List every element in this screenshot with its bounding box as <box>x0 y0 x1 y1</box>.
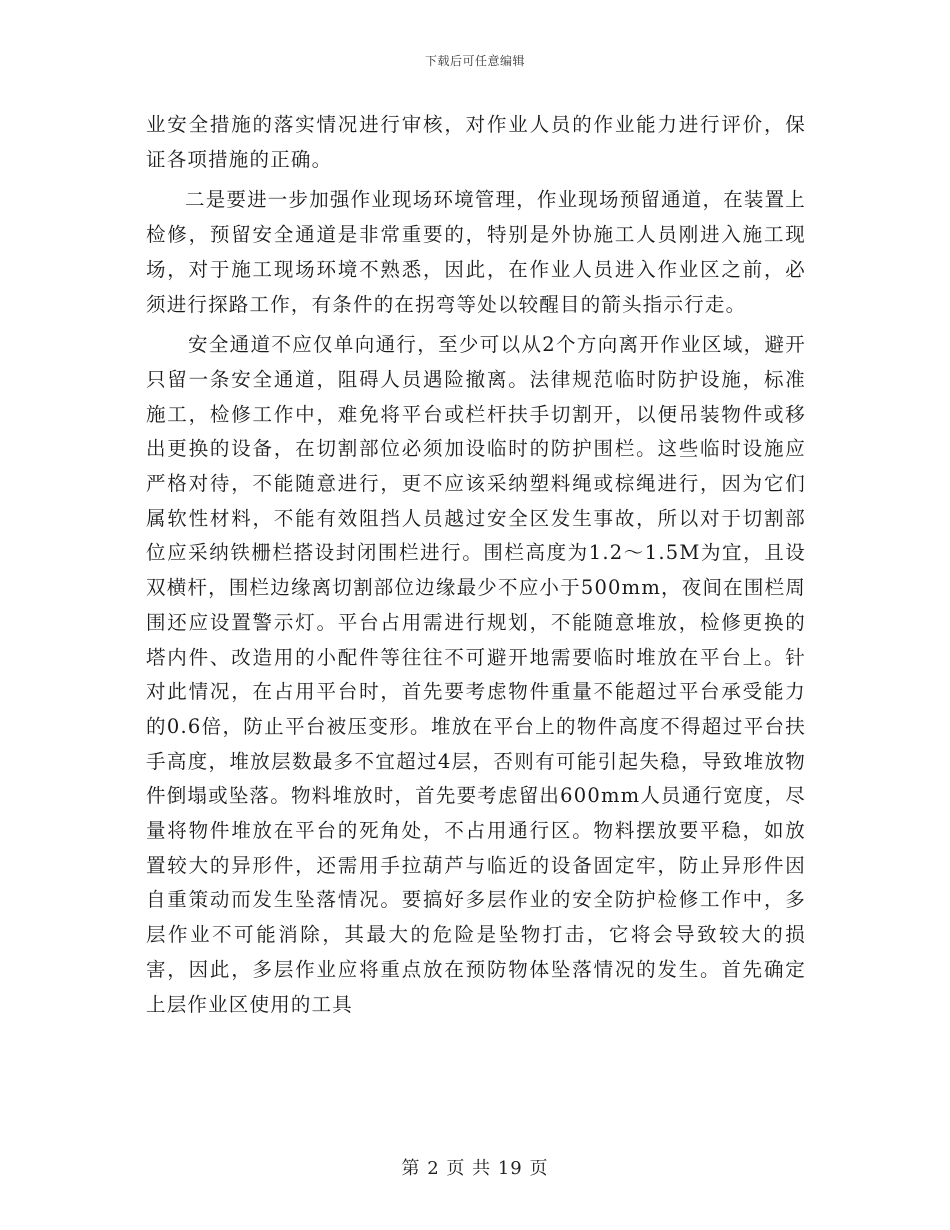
paragraph-2: 二是要进一步加强作业现场环境管理，作业现场预留通道，在装置上检修，预留安全通道是非常重要的，特别是外协施工人员刚进入施工现场，对于施工现场环境不熟悉，因此，在作业人员进入作业区之前，必须进行探路工作，有条件的在拐弯等处以较醒目的箭头指示行走。 <box>146 188 807 316</box>
paragraph-3: 安全通道不应仅单向通行，至少可以从2个方向离开作业区域，避开只留一条安全通道，阻碍人员遇险撤离。法律规范临时防护设施，标准施工，检修工作中，难免将平台或栏杆扶手切割开，以便吊装物件或移出更换的设备，在切割部位必须加设临时的防护围栏。这些临时设施应严格对待，不能随意进行，更不应该采纳塑料绳或棕绳进行，因为它们属软性材料，不能有效阻挡人员越过安全区发生事故，所以对于切割部位应采纳铁栅栏搭设封闭围栏进行。围栏高度为1.2～1.5M为宜，且设双横杆，围栏边缘离切割部位边缘最少不应小于500mm，夜间在围栏周围还应设置警示灯。平台占用需进行规划，不能随意堆放，检修更换的塔内件、改造用的小配件等往往不可避开地需要临时堆放在平台上。针对此情况，在占用平台时，首先要考虑物件重量不能超过平台承受能力的0.6倍，防止平台被压变形。堆放在平台上的物件高度不得超过平台扶手高度，堆放层数最多不宜超过4层，否则有可能引起失稳，导致堆放物件倒塌或坠落。物料堆放时，首先要考虑留出600mm人员通行宽度，尽量将物件堆放在平台的死角处，不占用通行区。物料摆放要平稳，如放置较大的异形件，还需用手拉葫芦与临近的设备固定牢，防止异形件因自重策动而发生坠落情况。要搞好多层作业的安全防护检修工作中，多层作业不可能消除，其最大的危险是坠物打击，它将会导致较大的损害，因此，多层作业应将重点放在预防物体坠落情况的发生。首先确定上层作业区使用的工具 <box>146 333 806 1016</box>
paragraph-1: 业安全措施的落实情况进行审核，对作业人员的作业能力进行评价，保证各项措施的正确。 <box>146 113 806 171</box>
page-number-footer: 第 2 页 共 19 页 <box>401 1158 549 1179</box>
document-body <box>146 108 806 1022</box>
page-header-note: 下载后可任意编辑 <box>424 54 525 68</box>
